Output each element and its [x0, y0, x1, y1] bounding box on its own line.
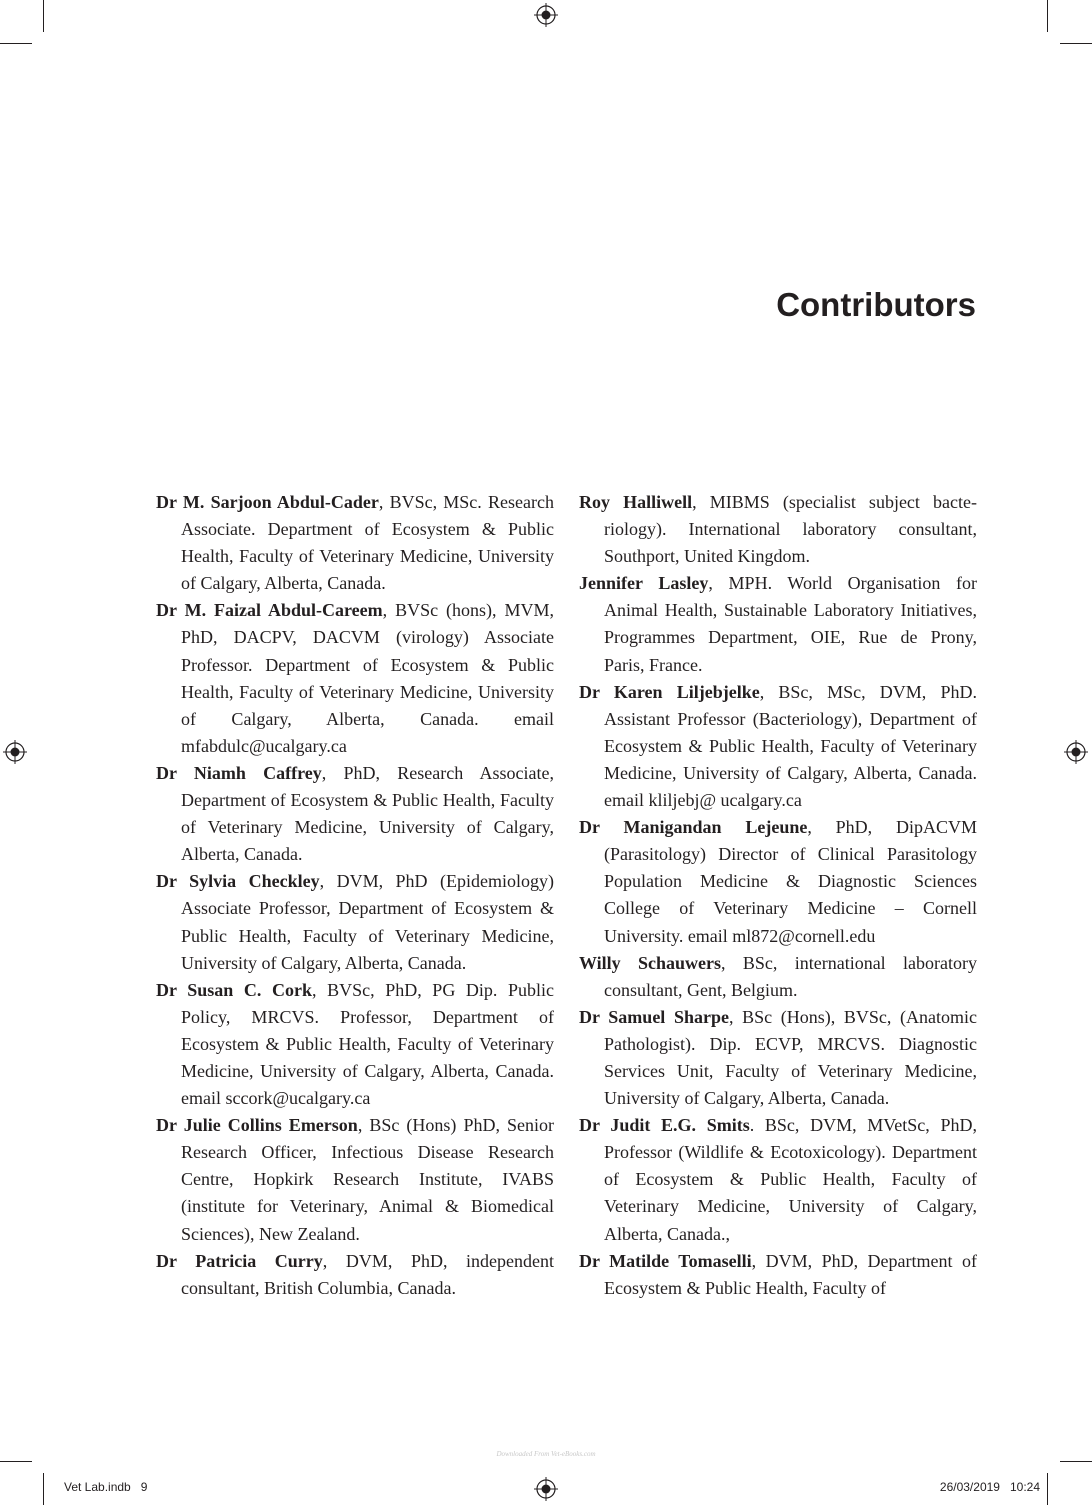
contributors-column-left: [156, 489, 554, 1302]
contributor-entry: [156, 597, 554, 760]
contributor-entry: [156, 760, 554, 868]
contributor-details: , PhD, Research Associate, Department of Ecosystem & Public Health, Faculty of Veterinary Medicine, University of Calgary, Alberta, Canada.: [181, 762, 554, 865]
crop-mark: [1060, 43, 1092, 44]
crop-mark: [43, 1473, 44, 1505]
contributor-name: Willy Schauwers: [579, 952, 722, 973]
crop-mark: [0, 1461, 32, 1462]
contributor-name: Dr Karen Liljebjelke: [579, 681, 760, 702]
contributor-entry: [579, 1004, 977, 1112]
contributor-details: , BSc, MSc, DVM, PhD. Assistant Professor (Bacteriology), Department of Ecosystem & Public Health, Faculty of Veterinary Medicine, University of Calgary, Alberta, Canada. email kliljebj@ ucalgary.ca: [604, 681, 977, 811]
contributor-entry: [579, 679, 977, 814]
crop-mark: [0, 43, 32, 44]
registration-mark-icon: [3, 740, 27, 764]
contributor-name: Dr M. Faizal Abdul-Careem: [156, 600, 383, 621]
contributor-name: Jennifer Lasley: [579, 573, 709, 594]
contributor-name: Dr Matilde Tomaselli: [579, 1250, 752, 1271]
contributor-name: Dr Susan C. Cork: [156, 979, 312, 1000]
contributor-entry: [579, 1248, 977, 1302]
contributor-details: . BSc, DVM, MVetSc, PhD, Professor (Wildlife & Ecotoxicology). Department of Ecosystem & Public Health, Faculty of Veterinary Medicine, University of Calgary, Alberta, Canada.,: [604, 1115, 977, 1244]
contributor-entry: [156, 977, 554, 1112]
contributor-details: , BSc (Hons), BVSc, (Anatomic Pathologist). Dip. ECVP, MRCVS. Diagnostic Services Unit, Faculty of Veterinary Medicine, University of Calgary, Alberta, Canada.: [604, 1006, 977, 1109]
contributor-details: , DVM, PhD, independent consultant, British Columbia, Canada.: [181, 1250, 554, 1298]
contributor-entry: [156, 489, 554, 597]
footer-timestamp: 26/03/2019 10:24: [939, 1480, 1040, 1494]
contributor-details: , BVSc (hons), MVM, PhD, DACPV, DACVM (virology) Associate Professor. Department of Ecosystem & Public Health, Faculty of Veterinary Medicine, University of Calgary, Alberta, Canada. email mfabdulc@ucalgary.ca: [181, 600, 554, 756]
contributor-name: Dr Samuel Sharpe: [579, 1006, 729, 1027]
contributor-details: , DVM, PhD (Epidemiology) Associate Professor, Department of Ecosystem & Public Health, Faculty of Veterinary Medicine, University of Calgary, Alberta, Canada.: [181, 871, 554, 973]
contributor-name: Dr M. Sarjoon Abdul-Cader: [156, 492, 379, 512]
contributor-details: , MIBMS (specialist subject bacteriology). International laboratory consultant, Southport, United Kingdom.: [604, 492, 977, 567]
contributor-details: , MPH. World Organisation for Animal Health, Sustainable Laboratory Initiatives, Programmes Department, OIE, Rue de Prony, Paris, France.: [604, 573, 977, 675]
contributor-details: , BSc, international laboratory consultant, Gent, Belgium.: [604, 952, 977, 1000]
page-title: Contributors: [776, 286, 976, 323]
contributor-entry: [579, 814, 977, 949]
contributor-details: , DVM, PhD, Department of Ecosystem & Public Health, Faculty of: [604, 1250, 977, 1298]
registration-mark-icon: [534, 3, 558, 27]
contributor-name: Dr Judit E.G. Smits: [579, 1115, 750, 1136]
contributor-entry: [579, 489, 977, 570]
contributor-name: Dr Patricia Curry: [156, 1250, 323, 1271]
registration-mark-icon: [1064, 740, 1088, 764]
contributor-details: , PhD, DipACVM (Parasitology) Director of Clinical Parasitology Population Medicine & Diagnostic Sciences College of Veterinary Medicine – Cornell University. email ml872@cornell.edu: [604, 817, 977, 946]
footer-file-label: Vet Lab.indb 9: [64, 1480, 148, 1494]
contributors-column-right: [579, 489, 977, 1302]
contributor-name: Dr Sylvia Checkley: [156, 871, 320, 892]
contributor-entry: [156, 868, 554, 976]
contributor-details: , BVSc, PhD, PG Dip. Public Policy, MRCVS. Professor, Department of Ecosystem & Public Health, Faculty of Veterinary Medicine, University of Calgary, Alberta, Canada. email sccork@ucalgary.ca: [181, 979, 555, 1109]
contributor-name: Dr Julie Collins Emerson: [156, 1115, 358, 1136]
contributor-entry: [156, 1248, 554, 1302]
contributor-entry: [579, 950, 977, 1004]
contributor-entry: [579, 1112, 977, 1247]
contributor-entry: [156, 1112, 554, 1247]
contributor-entry: [579, 570, 977, 678]
crop-mark: [1047, 0, 1048, 32]
contributor-details: , BSc (Hons) PhD, Senior Research Officer, Infectious Disease Research Centre, Hopkirk Research Institute, IVABS (institute for Veterinary, Animal & Biomedical Sciences), New Zealand.: [181, 1115, 554, 1244]
contributor-name: Roy Halliwell: [579, 492, 693, 512]
contributor-name: Dr Manigandan Lejeune: [579, 817, 808, 838]
download-watermark: Downloaded From Vet-eBooks.com: [496, 1450, 596, 1458]
contributor-name: Dr Niamh Caffrey: [156, 762, 322, 783]
crop-mark: [1060, 1461, 1092, 1462]
crop-mark: [1047, 1473, 1048, 1505]
contributor-details: , BVSc, MSc. Research Associate. Department of Ecosystem & Public Health, Faculty of Veterinary Medicine, University of Calgary, Alberta, Canada.: [181, 492, 554, 594]
registration-mark-icon: [534, 1477, 558, 1501]
crop-mark: [43, 0, 44, 32]
